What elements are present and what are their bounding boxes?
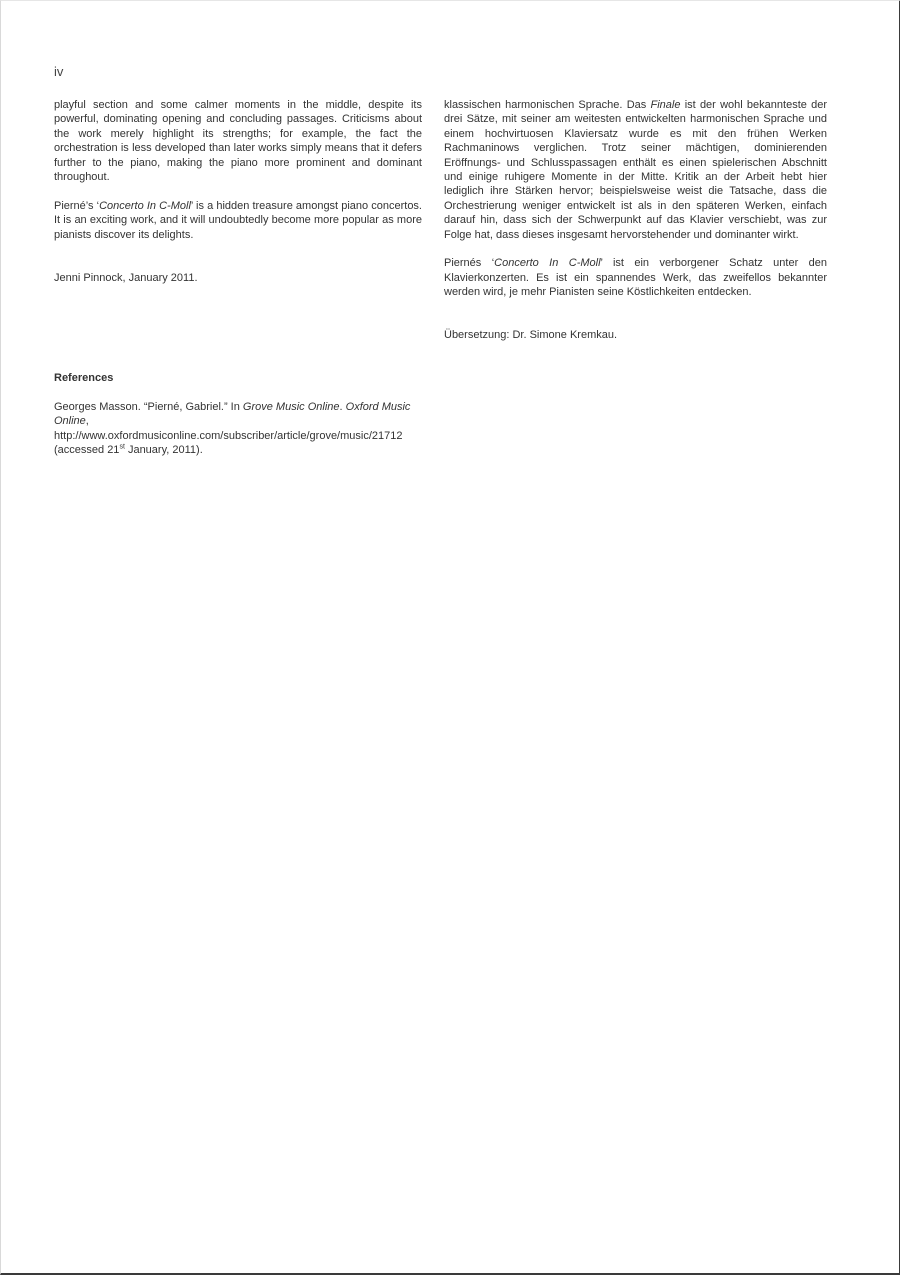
german-paragraph-2-suffix: ’ ist ein verborgener Schatz unter den Klavierkonzerten. Es ist ein spannendes Werk, das zweifellos bekannter werden wird, je mehr Pianisten seine Köstlichkeiten entdecken. [444, 257, 828, 299]
english-paragraph-2 [54, 199, 422, 242]
english-concerto-title: Concerto In C-Moll [99, 199, 191, 212]
left-column [54, 98, 422, 458]
german-paragraph-1 [444, 98, 827, 242]
reference-source-oxford: Oxford Music Online [54, 401, 411, 428]
reference-separator: . [339, 401, 346, 414]
english-paragraph-1: playful section and some calmer moments in the middle, despite its powerful, dominating opening and concluding passages. Criticisms about the work merely highlight its strengths; for example, the fact the orchestration is less developed than later works simply means that it defers further to the piano, making the piano more prominent and dominant throughout. [54, 99, 422, 184]
english-paragraph-2-prefix: Pierné’s ‘ [54, 199, 100, 212]
right-column [444, 98, 827, 343]
german-finale-word: Finale [650, 99, 681, 111]
german-paragraph-2-prefix: Piernés ‘ [444, 257, 495, 270]
page-number: iv [54, 64, 64, 79]
reference-entry [54, 400, 422, 458]
translator-credit: Übersetzung: Dr. Simone Kremkau. [444, 329, 618, 342]
reference-author: Georges Masson. “Pierné, Gabriel.” In [54, 401, 243, 414]
reference-date: January, 2011). [124, 444, 203, 457]
german-concerto-title: Concerto In C-Moll [494, 257, 601, 270]
author-signature: Jenni Pinnock, January 2011. [54, 271, 198, 284]
reference-ordinal: st [119, 443, 125, 451]
german-paragraph-2 [444, 256, 827, 299]
references-heading: References [54, 372, 114, 385]
german-paragraph-1-start: klassischen harmonischen Sprache. Das [444, 99, 651, 111]
reference-source-grove: Grove Music Online [242, 401, 340, 414]
reference-url: , http://www.oxfordmusiconline.com/subscriber/article/grove/music/21712 (accessed 21 [54, 415, 403, 457]
english-paragraph-2-suffix: ’ is a hidden treasure amongst piano concertos. It is an exciting work, and it will undoubtedly become more popular as more pianists discover its delights. [54, 199, 422, 241]
german-paragraph-1-rest: ist der wohl bekannteste der drei Sätze, mit seiner am weitesten entwickelten harmonischen Sprache und einem hochvirtuosen Klaviersatz wurde es mit den frühen Werken Rachmaninows verglichen. Trotz seiner mächtigen, dominierenden Eröffnungs- und Schlusspassagen enthält es einen spielerischen Abschnitt und einige ruhigere Momente in der Mitte. Kritik an der Arbeit hebt hier lediglich ihre Stärken hervor; beispielsweise weist die Tatsache, dass die Orchestrierung weniger entwickelt ist als in den späteren Werken, einfach darauf hin, dass sich der Schwerpunkt auf das Klavier verschiebt, was zur Folge hat, dass dieses insgesamt hervorstehender und dominanter wirkt. [444, 99, 828, 241]
